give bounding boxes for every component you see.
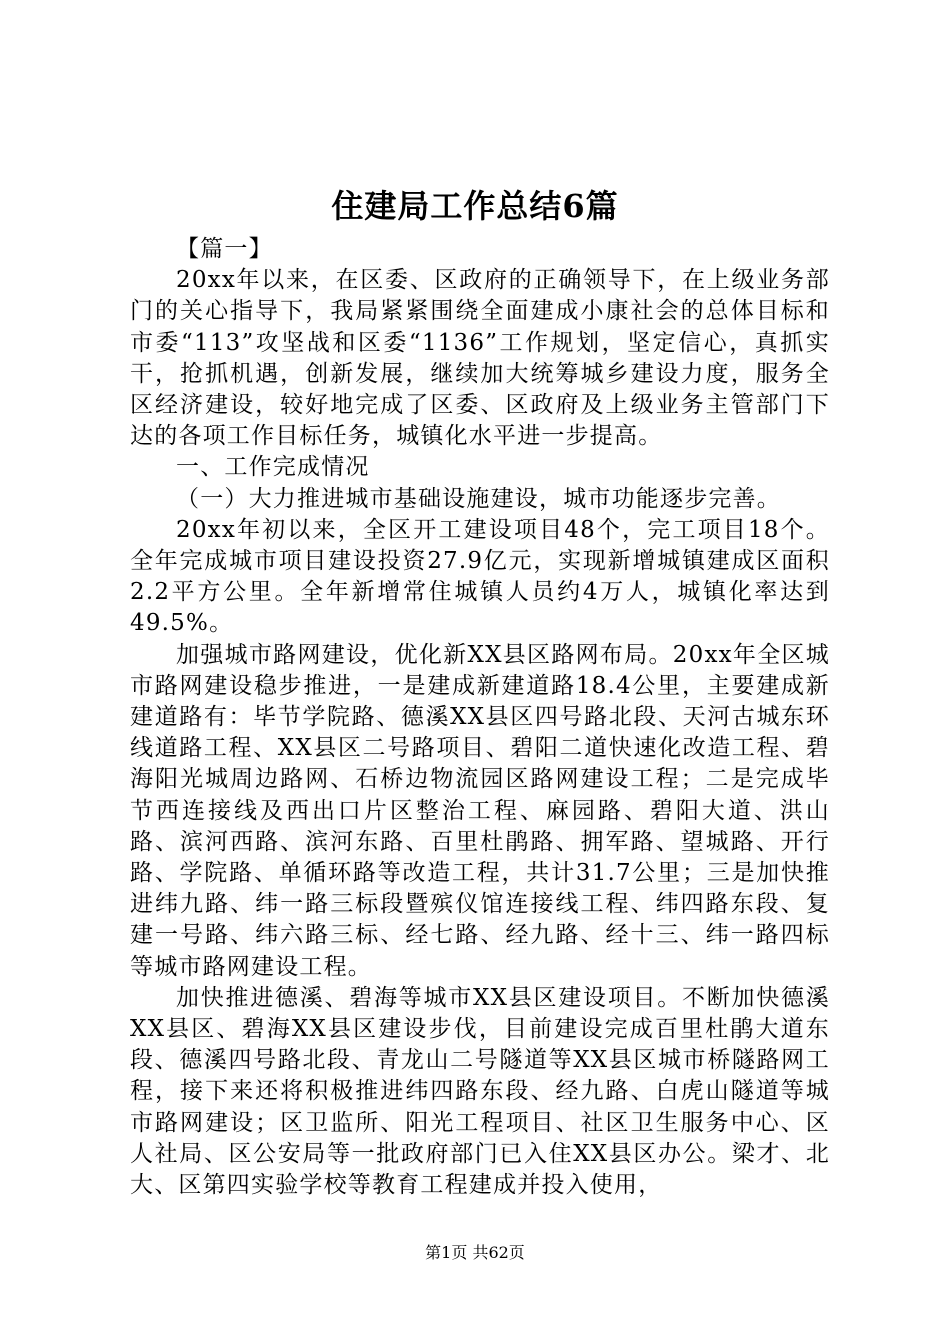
document-title: 住建局工作总结6篇	[331, 187, 619, 225]
paragraph-project-stats: 20xx年初以来，全区开工建设项目48个，完工项目18个。全年完成城市项目建设投资27.9亿元，实现新增城镇建成区面积2.2平方公里。全年新增常住城镇人员约4万人，城镇化率达到49.5%。	[130, 516, 830, 637]
subheading-infrastructure: （一）大力推进城市基础设施建设，城市功能逐步完善。	[176, 485, 781, 512]
section-heading: 【篇一】	[176, 236, 273, 262]
paragraph-road-network: 加强城市路网建设，优化新XX县区路网布局。20xx年全区城市路网建设稳步推进，一是建成新建道路18.4公里，主要建成新建道路有：毕节学院路、德溪XX县区四号路北段、天河古城东环线道路工程、XX县区二号路项目、碧阳二道快速化改造工程、碧海阳光城周边路网、石桥边物流园区路网建设工程；二是完成毕节西连接线及西出口片区整治工程、麻园路、碧阳大道、洪山路、滨河西路、滨河东路、百里杜鹃路、拥军路、望城路、开行路、学院路、单循环路等改造工程，共计31.7公里；三是加快推进纬九路、纬一路三标段暨殡仪馆连接线工程、纬四路东段、复建一号路、纬六路三标、经七路、经九路、经十三、纬一路四标等城市路网建设工程。	[130, 641, 830, 980]
document-body	[130, 234, 830, 1201]
paragraph-district-projects: 加快推进德溪、碧海等城市XX县区建设项目。不断加快德溪XX县区、碧海XX县区建设步伐，目前建设完成百里杜鹃大道东段、德溪四号路北段、青龙山二号隧道等XX县区城市桥隧路网工程，接下来还将积极推进纬四路东段、经九路、白虎山隧道等城市路网建设；区卫监所、阳光工程项目、社区卫生服务中心、区人社局、区公安局等一批政府部门已入住XX县区办公。梁才、北大、区第四实验学校等教育工程建成并投入使用，	[130, 984, 830, 1199]
subheading-work-status: 一、工作完成情况	[176, 454, 370, 481]
page-footer: 第1页 共62页	[425, 1243, 525, 1262]
paragraph-intro: 20xx年以来，在区委、区政府的正确领导下，在上级业务部门的关心指导下，我局紧紧围绕全面建成小康社会的总体目标和市委“113”攻坚战和区委“1136”工作规划，坚定信心，真抓实干，抢抓机遇，创新发展，继续加大统筹城乡建设力度，服务全区经济建设，较好地完成了区委、区政府及上级业务主管部门下达的各项工作目标任务，城镇化水平进一步提高。	[130, 267, 830, 450]
